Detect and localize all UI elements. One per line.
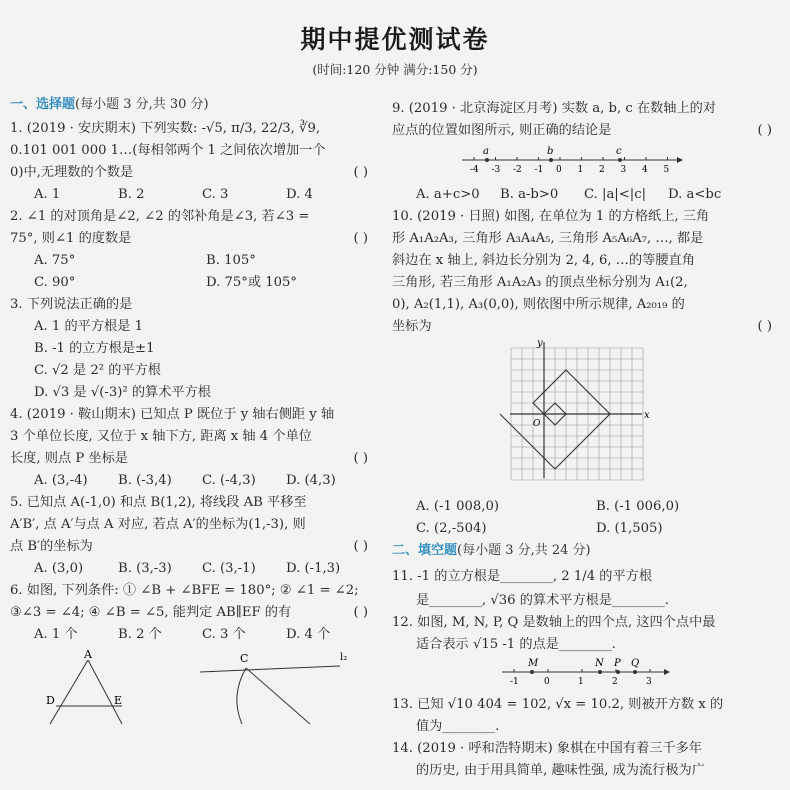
question-9	[392, 98, 782, 206]
question-5	[10, 492, 378, 580]
option-d: D. 75°或 105°	[206, 275, 298, 290]
point-label: P	[614, 658, 621, 669]
tick-label: -4	[470, 165, 479, 175]
option-b: B. 105°	[206, 253, 256, 268]
question-line: 应点的位置如图所示, 则正确的结论是 ( )	[392, 120, 782, 142]
answer-paren: ( )	[353, 165, 368, 180]
options	[10, 272, 378, 294]
options	[10, 624, 378, 646]
question-line: 3 个单位长度, 又位于 x 轴下方, 距离 x 轴 4 个单位	[10, 429, 312, 444]
option-b: B. a-b>0	[500, 187, 559, 202]
number-line-9	[392, 142, 772, 176]
point-a	[485, 158, 489, 162]
answer-paren: ( )	[757, 123, 772, 138]
options	[392, 518, 782, 540]
point-label: a	[483, 146, 489, 157]
figure-line	[50, 660, 88, 724]
origin-label: O	[533, 419, 541, 429]
point-label: c	[616, 146, 622, 157]
figure-label: A	[84, 648, 92, 661]
section-heading: 一、选择题(每小题 3 分,共 30 分)	[10, 97, 209, 112]
option-c: C. 3 个	[202, 627, 246, 642]
figure-label: C	[240, 652, 249, 665]
point-b	[549, 158, 553, 162]
point-label: N	[595, 658, 604, 669]
answer-paren: ( )	[353, 451, 368, 466]
tick-label: 1	[577, 165, 584, 175]
option-a: A. 1 的平方根是 1	[34, 319, 144, 334]
number-line-12	[392, 656, 772, 686]
question-line: 形 A₁A₂A₃, 三角形 A₃A₄A₅, 三角形 A₅A₆A₇, …, 都是	[392, 231, 704, 246]
point-n	[598, 670, 602, 674]
left-column	[10, 94, 378, 734]
question-6-figure	[10, 646, 378, 726]
options	[392, 496, 782, 518]
question-line: 三角形, 若三角形 A₁A₂A₃ 的顶点坐标分别为 A₁(2,	[392, 275, 688, 290]
point-m	[530, 670, 534, 674]
page-subtitle: (时间:120 分钟 满分:150 分)	[312, 62, 478, 77]
tick-label: 5	[663, 165, 670, 175]
option-c: C. √2 是 2² 的平方根	[34, 363, 161, 378]
question-line: 9. (2019 · 北京海淀区月考) 实数 a, b, c 在数轴上的对	[392, 101, 717, 116]
question-line: 是________, √36 的算术平方根是________.	[416, 593, 669, 608]
figure-label: l₂	[340, 652, 348, 663]
question-14	[392, 738, 782, 782]
option-b: B. (-1 006,0)	[596, 499, 680, 514]
figure-line	[246, 668, 310, 724]
tick-label: 4	[642, 165, 648, 175]
tick-label: 3	[620, 165, 627, 175]
question-line: 值为________.	[416, 719, 500, 734]
tick-label: -1	[534, 165, 544, 175]
point-label: M	[528, 658, 539, 669]
option-c: C. (-4,3)	[202, 473, 256, 488]
option-a: A. (3,0)	[34, 561, 84, 576]
question-6	[10, 580, 378, 646]
question-line: 5. 已知点 A(-1,0) 和点 B(1,2), 将线段 AB 平移至	[10, 495, 307, 510]
option-b: B. 2 个	[118, 627, 162, 642]
tick-label: 1	[578, 677, 584, 686]
answer-paren: ( )	[353, 605, 368, 620]
option-d: D. 4	[286, 187, 313, 202]
right-column	[392, 98, 782, 782]
option-c: C. 90°	[34, 275, 76, 290]
option-c: C. |a|<|c|	[584, 187, 647, 202]
question-line: 4. (2019 · 鞍山期末) 已知点 P 既位于 y 轴右侧距 y 轴	[10, 407, 335, 422]
axis-label: x	[644, 410, 650, 421]
arrow-icon	[664, 669, 670, 675]
point-c	[618, 158, 622, 162]
question-line: A′B′, 点 A′与点 A 对应, 若点 A′的坐标为(1,-3), 则	[10, 517, 306, 532]
tick-label: -2	[513, 165, 522, 175]
figure-arc	[237, 668, 246, 724]
option-d: D. 4 个	[286, 627, 331, 642]
point-q	[633, 670, 637, 674]
option-b: B. (3,-3)	[118, 561, 172, 576]
answer-paren: ( )	[353, 231, 368, 246]
question-line: 0.101 001 000 1…(每相邻两个 1 之间依次增加一个	[10, 143, 326, 158]
tick-label: 3	[646, 677, 652, 686]
question-line: 点 B′的坐标为 ( )	[10, 536, 378, 558]
question-11	[392, 564, 782, 612]
tick-label: -3	[491, 165, 501, 175]
figure-label: E	[114, 694, 123, 707]
question-line: 3. 下列说法正确的是	[10, 297, 133, 312]
question-1	[10, 118, 378, 206]
option-a: A. 1	[34, 187, 61, 202]
options	[392, 184, 782, 206]
option-c: C. (2,-504)	[416, 521, 487, 536]
option-a: A. 75°	[34, 253, 76, 268]
options	[10, 470, 378, 492]
question-line: 坐标为 ( )	[392, 316, 782, 338]
point-p	[616, 670, 620, 674]
option-b: B. (-3,4)	[118, 473, 172, 488]
question-4	[10, 404, 378, 492]
point-label: b	[547, 146, 554, 157]
figure-line	[88, 660, 122, 724]
tick-label: 0	[556, 165, 562, 175]
tick-label: -1	[510, 677, 519, 686]
question-line: ③∠3 = ∠4; ④ ∠B = ∠5, 能判定 AB∥EF 的有 ( )	[10, 602, 378, 624]
answer-paren: ( )	[757, 319, 772, 334]
tick-label: 0	[544, 677, 550, 686]
point-label: Q	[631, 658, 640, 669]
option-d: D. a<bc	[668, 187, 722, 202]
option-a: A. a+c>0	[416, 187, 480, 202]
option-a: A. 1 个	[34, 627, 78, 642]
option-d: D. (1,505)	[596, 521, 663, 536]
option-d: D. (4,3)	[286, 473, 336, 488]
question-line: 10. (2019 · 日照) 如图, 在单位为 1 的方格纸上, 三角	[392, 209, 710, 224]
answer-paren: ( )	[353, 539, 368, 554]
question-10	[392, 206, 782, 540]
question-line: 2. ∠1 的对顶角是∠2, ∠2 的邻补角是∠3, 若∠3 =	[10, 209, 310, 224]
question-2	[10, 206, 378, 294]
option-a: A. (3,-4)	[34, 473, 88, 488]
grid-figure-10	[392, 338, 772, 488]
option-d: D. (-1,3)	[286, 561, 341, 576]
option-c: C. (3,-1)	[202, 561, 256, 576]
page-title: 期中提优测试卷	[300, 25, 490, 54]
option-b: B. -1 的立方根是±1	[34, 341, 155, 356]
option-c: C. 3	[202, 187, 229, 202]
arrow-icon	[677, 157, 683, 163]
question-line: 14. (2019 · 呼和浩特期末) 象棋在中国有着三千多年	[392, 741, 702, 756]
options	[10, 184, 378, 206]
question-line: 1. (2019 · 安庆期末) 下列实数: -√5, π/3, 22/3, ∛9,	[10, 121, 321, 136]
question-line: 13. 已知 √10 404 = 102, √x = 10.2, 则被开方数 x 的	[392, 697, 724, 712]
option-d: D. √3 是 √(-3)² 的算术平方根	[34, 385, 211, 400]
question-line: 0)中,无理数的个数是 ( )	[10, 162, 378, 184]
question-12	[392, 612, 782, 694]
option-b: B. 2	[118, 187, 145, 202]
question-3	[10, 294, 378, 404]
question-line: 适合表示 √15 -1 的点是________.	[416, 637, 616, 652]
tick-label: 2	[612, 677, 618, 686]
question-line: 长度, 则点 P 坐标是 ( )	[10, 448, 378, 470]
question-line: 6. 如图, 下列条件: ① ∠B + ∠BFE = 180°; ② ∠1 = ∠2;	[10, 583, 359, 598]
section-heading: 二、填空题(每小题 3 分,共 24 分)	[392, 543, 591, 558]
question-line: 斜边在 x 轴上, 斜边长分别为 2, 4, 6, …的等腰直角	[392, 253, 695, 268]
figure-line	[200, 666, 340, 672]
figure-label: D	[46, 694, 55, 707]
question-line: 0), A₂(1,1), A₃(0,0), 则依图中所示规律, A₂₀₁₉ 的	[392, 297, 685, 312]
question-13	[392, 694, 782, 738]
question-line: 75°, 则∠1 的度数是 ( )	[10, 228, 378, 250]
question-line: 的历史, 由于用具简单, 趣味性强, 成为流行极为广	[416, 763, 705, 778]
options	[10, 558, 378, 580]
axis-label: y	[537, 338, 543, 349]
question-line: 11. -1 的立方根是________, 2 1/4 的平方根	[392, 569, 653, 584]
option-a: A. (-1 008,0)	[416, 499, 499, 514]
question-line: 12. 如图, M, N, P, Q 是数轴上的四个点, 这四个点中最	[392, 615, 716, 630]
options	[10, 250, 378, 272]
tick-label: 2	[599, 165, 605, 175]
